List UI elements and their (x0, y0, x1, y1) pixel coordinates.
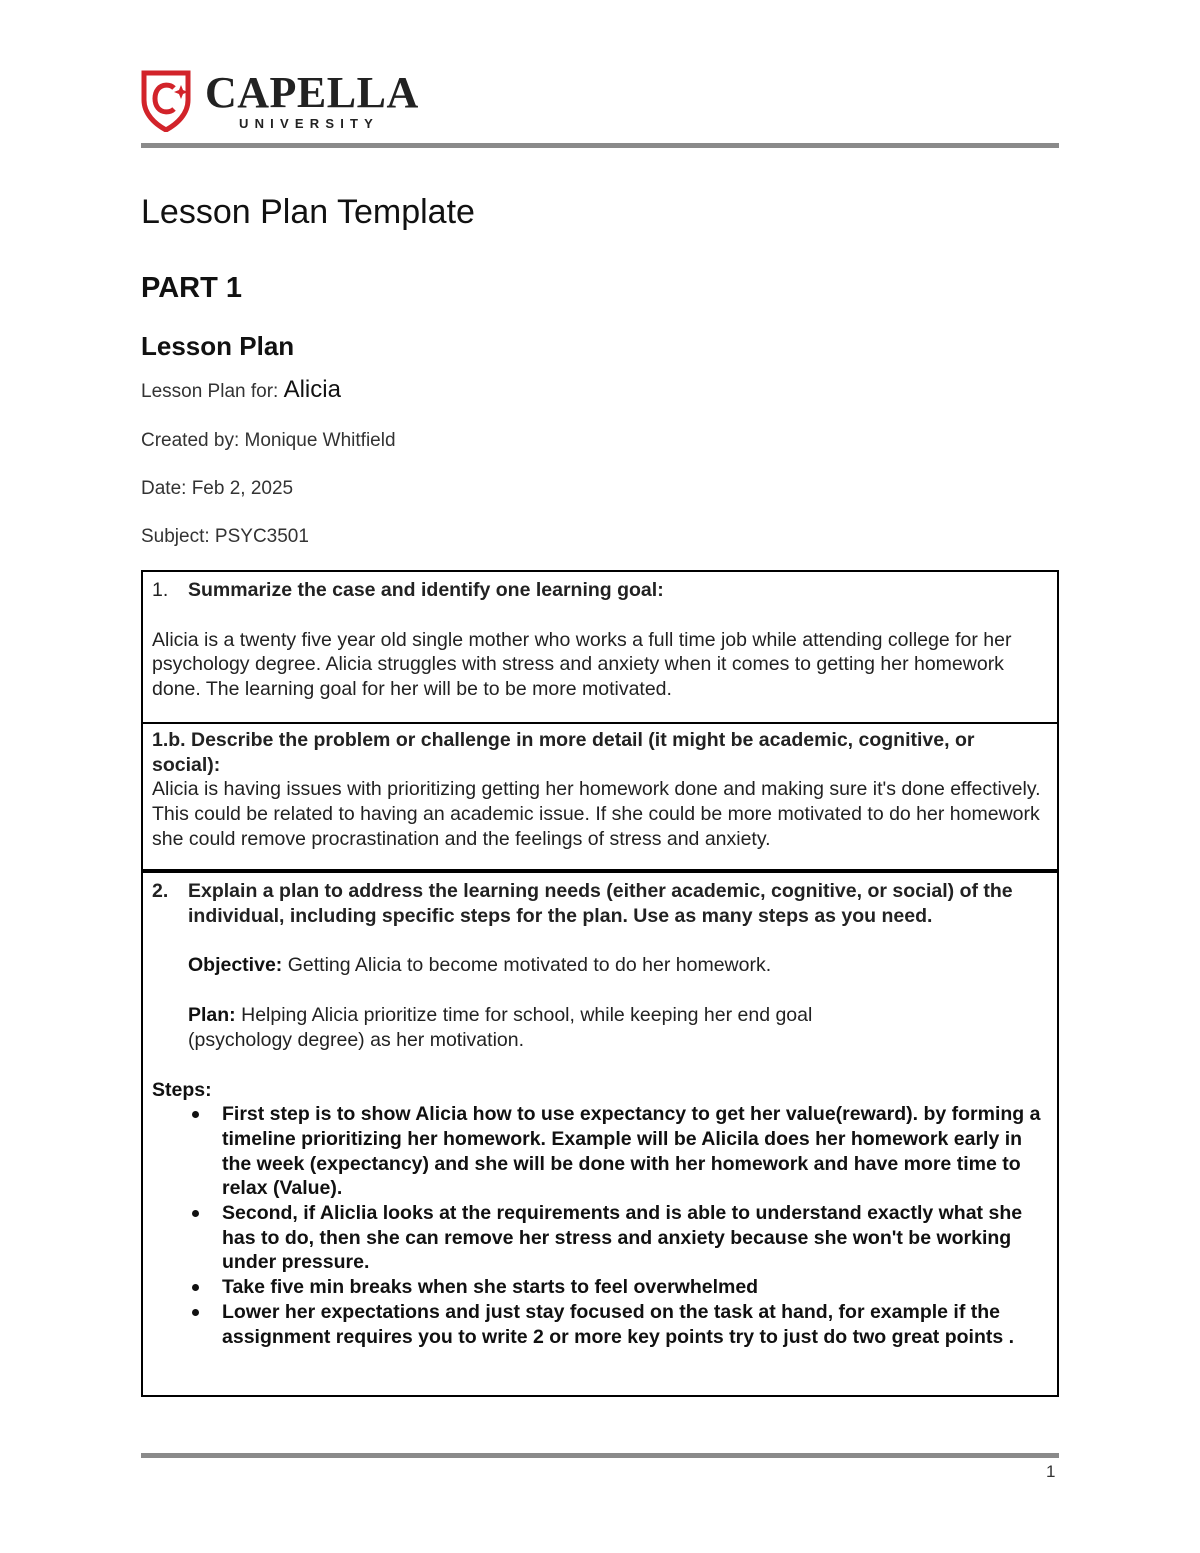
question-1b-answer: Alicia is having issues with prioritizing getting her homework done and making sure it's done effectively. This could be related to having an academic issue. If she could be more motivated to do her homework she could remove procrastination and the feelings of stress and anxiety. (152, 778, 1041, 850)
section-heading: Lesson Plan (141, 331, 295, 361)
part-heading: PART 1 (141, 272, 242, 304)
bullet-icon (192, 1210, 199, 1217)
question-1-number: 1. (152, 579, 169, 601)
objective-text: Getting Alicia to become motivated to do her homework. (282, 954, 772, 977)
plan-continued: (psychology degree) as her motivation. (188, 1028, 525, 1051)
page-title: Lesson Plan Template (141, 193, 475, 231)
step-item: Take five min breaks when she starts to feel overwhelmed (188, 1275, 1047, 1300)
question-2-number: 2. (152, 880, 169, 902)
bullet-icon (192, 1309, 199, 1316)
objective (152, 953, 1047, 978)
capella-logo (141, 70, 441, 136)
header-rule (141, 143, 1059, 148)
page-number: 1 (1046, 1462, 1056, 1481)
step-item: Lower her expectations and just stay focused on the task at hand, for example if the assignment requires you to write 2 or more key points try to just do two great points . (188, 1300, 1047, 1349)
plan-text: Helping Alicia prioritize time for school, while keeping her end goal (235, 1004, 813, 1027)
date: Date: Feb 2, 2025 (141, 478, 294, 499)
question-1-text: Summarize the case and identify one learning goal: (188, 579, 664, 601)
logo-subtitle: UNIVERSITY (239, 116, 380, 131)
question-1-cell (141, 570, 1059, 724)
shield-icon (141, 70, 191, 132)
footer-rule (141, 1453, 1059, 1458)
bullet-icon (192, 1111, 199, 1118)
lesson-plan-for-value: Alicia (283, 376, 341, 403)
lesson-plan-for (141, 376, 341, 404)
question-2-text: Explain a plan to address the learning needs (either academic, cognitive, or social) of the individual, including specific steps for the plan. Use as many steps as you need. (188, 880, 1013, 927)
plan-label: Plan: (188, 1004, 236, 1027)
question-1-answer: Alicia is a twenty five year old single mother who works a full time job while attending college for her psychology degree. Alicia struggles with stress and anxiety when it comes to getting her homework done. The learning goal for her will be to be more motivated. (152, 628, 1012, 701)
question-2-cell (141, 871, 1059, 1397)
subject: Subject: PSYC3501 (141, 526, 309, 547)
created-by: Created by: Monique Whitfield (141, 430, 396, 451)
question-1b-cell (141, 722, 1059, 871)
lesson-plan-for-label: Lesson Plan for: (141, 381, 279, 402)
steps-list (152, 1102, 1047, 1349)
bullet-icon (192, 1284, 199, 1291)
step-item: First step is to show Alicia how to use expectancy to get her value(reward). by forming a timeline prioritizing her homework. Example will be Alicila does her homework early in the week (expectancy) and she will be done with her homework and have more time to relax (Value). (188, 1102, 1047, 1201)
question-1b-text: 1.b. Describe the problem or challenge in more detail (it might be academic, cognitive, or social): (152, 729, 975, 776)
logo-wordmark: CAPELLA (205, 68, 419, 117)
step-item: Second, if Aliclia looks at the requirements and is able to understand exactly what she has to do, then she can remove her stress and anxiety because she won't be working under pressure. (188, 1201, 1047, 1275)
plan (152, 1003, 1047, 1028)
objective-label: Objective: (188, 954, 283, 977)
steps-label: Steps: (152, 1078, 212, 1101)
